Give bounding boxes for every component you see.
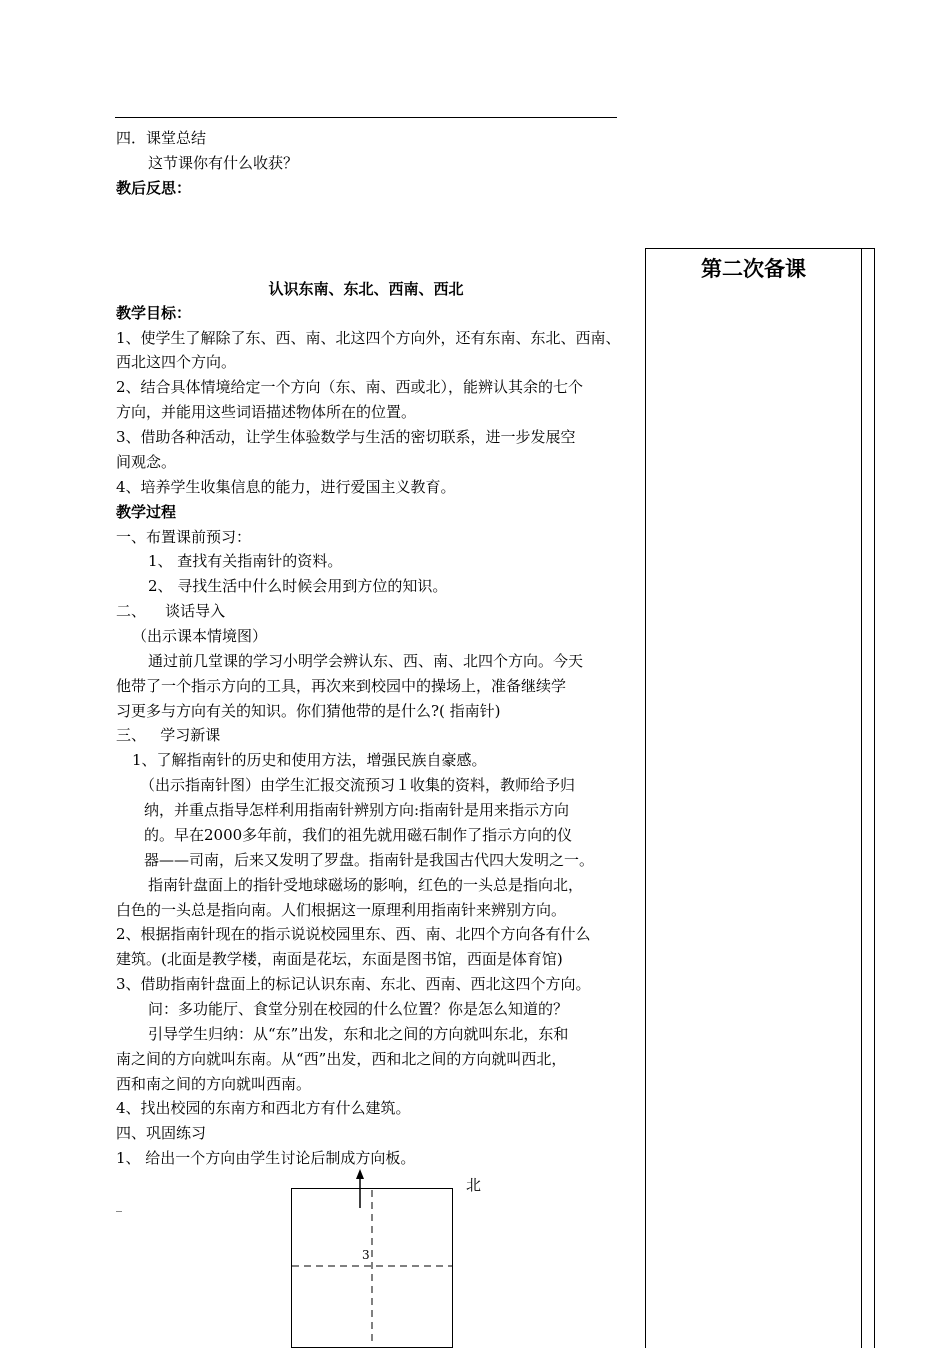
process-line: 二、 谈话导入 [116,602,226,620]
process-line: 1、了解指南针的历史和使用方法，增强民族自豪感。 [132,751,487,769]
process-line: 2、 寻找生活中什么时候会用到方位的知识。 [148,577,448,595]
process-line: 问：多功能厅、食堂分别在校园的什么位置？你是怎么知道的？ [148,1000,569,1018]
direction-board-diagram [280,1160,480,1344]
process-line: 白色的一头总是指向南。人们根据这一原理利用指南针来辨别方向。 [116,901,567,919]
objectives-heading: 教学目标： [116,304,192,322]
objective-line: 3、借助各种活动，让学生体验数学与生活的密切联系，进一步发展空 [116,428,576,446]
north-arrow-icon [356,1169,364,1179]
second-prep-title: 第二次备课 [701,257,806,281]
objective-line: 4、培养学生收集信息的能力，进行爱国主义教育。 [116,478,456,496]
north-label: 北 [466,1176,482,1194]
process-line: （出示指南针图）由学生汇报交流预习１收集的资料，教师给予归 [140,776,576,794]
process-line: 建筑。(北面是教学楼，南面是花坛，东面是图书馆，西面是体育馆) [116,950,563,968]
lesson-title: 认识东南、东北、西南、西北 [268,280,464,298]
column-divider [861,249,862,1348]
process-heading: 教学过程 [116,503,177,521]
process-line: 1、 给出一个方向由学生讨论后制成方向板。 [116,1149,416,1167]
reflection-label: 教后反思： [116,179,192,197]
process-line: 3、借助指南针盘面上的标记认识东南、东北、西南、西北这四个方向。 [116,975,591,993]
objective-line: 方向，并能用这些词语描述物体所在的位置。 [116,403,417,421]
process-line: 通过前几堂课的学习小明学会辨认东、西、南、北四个方向。今天 [148,652,584,670]
process-line: 2、根据指南针现在的指示说说校园里东、西、南、北四个方向各有什么 [116,925,591,943]
process-line: 纳，并重点指导怎样利用指南针辨别方向:指南针是用来指示方向 [144,801,570,819]
process-line: 4、找出校园的东南方和西北方有什么建筑。 [116,1099,411,1117]
objective-line: 间观念。 [116,453,177,471]
summary-heading: 四．课堂总结 [116,129,207,147]
process-line: 四、巩固练习 [116,1124,207,1142]
center-label: 3 [362,1248,370,1262]
objective-line: 1、使学生了解除了东、西、南、北这四个方向外，还有东南、东北、西南、 [116,329,621,347]
process-line: 三、 学习新课 [116,726,221,744]
top-rule [115,117,617,118]
process-line: 的。早在2000多年前，我们的祖先就用磁石制作了指示方向的仪 [144,826,573,844]
process-line: 一、布置课前预习： [116,528,252,546]
stray-mark: _ [116,1198,122,1212]
process-line: 他带了一个指示方向的工具，再次来到校园中的操场上，准备继续学 [116,677,567,695]
objective-line: 2、结合具体情境给定一个方向（东、南、西或北），能辨认其余的七个 [116,378,584,396]
second-prep-column [645,248,875,1348]
objective-line: 西北这四个方向。 [116,353,237,371]
process-line: 器——司南，后来又发明了罗盘。指南针是我国古代四大发明之一。 [144,851,595,869]
process-line: 1、 查找有关指南针的资料。 [148,552,343,570]
process-line: 引导学生归纳：从“东”出发，东和北之间的方向就叫东北，东和 [148,1025,569,1043]
process-line: 南之间的方向就叫东南。从“西”出发，西和北之间的方向就叫西北， [116,1050,567,1068]
process-line: 习更多与方向有关的知识。你们猜他带的是什么?( 指南针) [116,702,501,720]
summary-question: 这节课你有什么收获？ [148,154,299,172]
process-line: 西和南之间的方向就叫西南。 [116,1075,312,1093]
process-line: 指南针盘面上的指针受地球磁场的影响，红色的一头总是指向北， [148,876,584,894]
process-line: （出示课本情境图） [132,627,268,645]
